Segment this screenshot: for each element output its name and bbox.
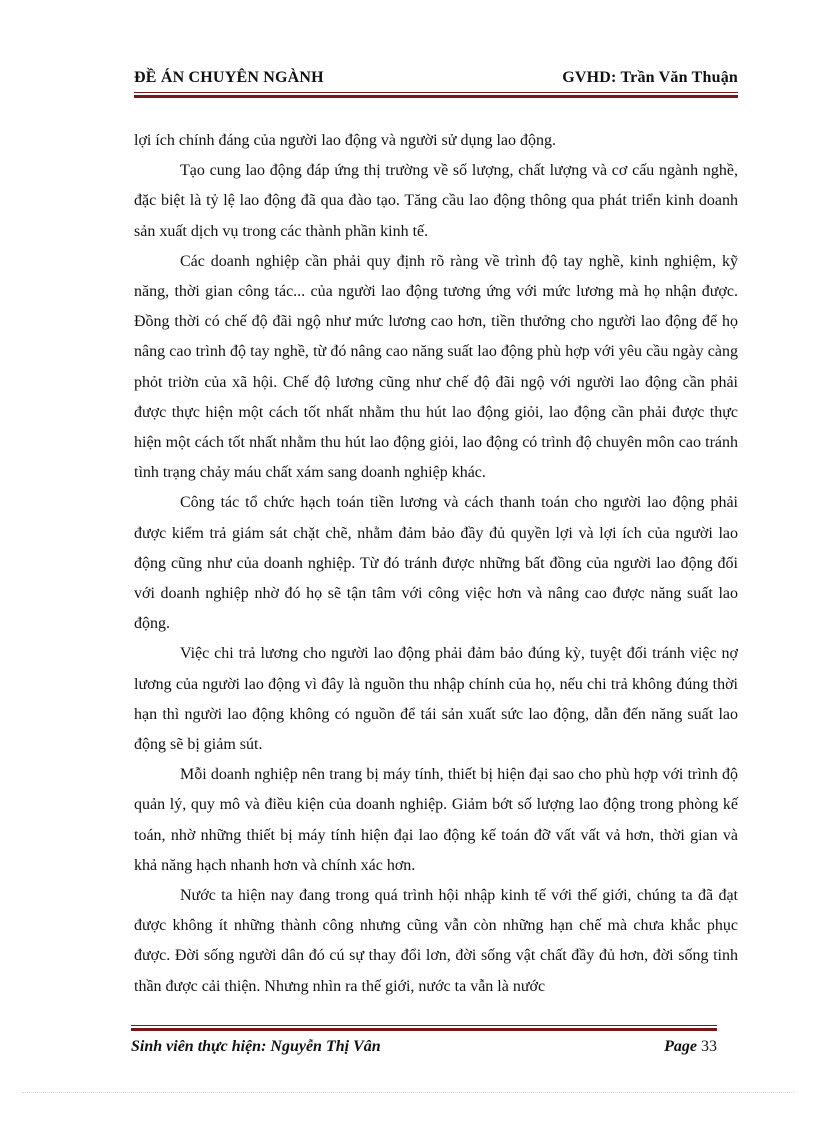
footer-rule-thick — [131, 1028, 717, 1031]
paragraph-2: Tạo cung lao động đáp ứng thị trường về số lượng, chất lượng và cơ cấu ngành nghề, đặc biệt là tỷ lệ lao động đã qua đào tạo. Tăng cầu lao động thông qua phát triển kinh doanh sản xuất dịch vụ trong các thành phần kinh tế. — [134, 162, 738, 240]
footer-rule — [131, 1025, 717, 1026]
header-rule — [134, 92, 738, 93]
header-rule-thick — [134, 95, 738, 98]
student-name: Sinh viên thực hiện: Nguyễn Thị Vân — [131, 1038, 381, 1055]
document-title: ĐỀ ÁN CHUYÊN NGÀNH — [134, 69, 324, 86]
paragraph-3: Các doanh nghiệp cần phải quy định rõ ràng về trình độ tay nghề, kinh nghiệm, kỹ năng, thời gian công tác... của người lao động tương ứng với mức lương mà họ nhận được. Đồng thời có chế độ đãi ngộ như mức lương cao hơn, tiền thưởng cho người lao động để họ nâng cao trình độ tay nghề, từ đó nâng cao năng suất lao động phù hợp với yêu cầu ngày càng phỏt triờn của xã hội. Chế độ lương cũng như chế độ đãi ngộ với người lao động cần phải được thực hiện một cách tốt nhất nhằm thu hút lao động giỏi, lao động cần phải được thực hiện một cách tốt nhất nhằm thu hút lao động giỏi, lao động có trình độ chuyên môn cao tránh tình trạng chảy máu chất xám sang doanh nghiệp khác. — [134, 252, 738, 482]
paragraph-1: lợi ích chính đáng của người lao động và người sử dụng lao động. — [134, 132, 556, 149]
page-header — [134, 64, 738, 96]
page-bottom-border — [22, 1092, 794, 1093]
paragraph-5: Việc chi trả lương cho người lao động phải đảm bảo đúng kỳ, tuyệt đối tránh việc nợ lương của người lao động vì đây là nguồn thu nhập chính của họ, nếu chi trả không đúng thời hạn thì người lao động không có nguồn để tái sản xuất sức lao động, dẫn đến năng suất lao động sẽ bị giảm sút. — [134, 645, 738, 754]
page-number: 33 — [701, 1038, 717, 1055]
page-footer — [131, 1025, 717, 1065]
body-text — [134, 126, 738, 1002]
paragraph-4: Công tác tổ chức hạch toán tiền lương và cách thanh toán cho người lao động phải được kiểm trả giám sát chặt chẽ, nhằm đảm bảo đầy đủ quyền lợi và lợi ích của người lao động cũng như của doanh nghiệp. Từ đó tránh được những bất đồng của người lao động đối với doanh nghiệp nhờ đó họ sẽ tận tâm với công việc hơn và nâng cao được năng suất lao động. — [134, 494, 738, 633]
advisor-name: GVHD: Trần Văn Thuận — [562, 69, 738, 86]
paragraph-6: Mỗi doanh nghiệp nên trang bị máy tính, thiết bị hiện đại sao cho phù hợp với trình độ quản lý, quy mô và điều kiện của doanh nghiệp. Giảm bớt số lượng lao động trong phòng kế toán, nhờ những thiết bị máy tính hiện đại lao động kế toán đỡ vất vất vả hơn, thời gian và khả năng hạch nhanh hơn và chính xác hơn. — [134, 766, 738, 874]
page-indicator — [664, 1038, 717, 1056]
paragraph-7: Nước ta hiện nay đang trong quá trình hội nhập kinh tế với thế giới, chúng ta đã đạt được không ít những thành công nhưng cũng vẫn còn những hạn chế mà chưa khắc phục được. Đời sống người dân đó cú sự thay đổi lơn, đời sống vật chất đầy đủ hơn, đời sống tinh thần được cải thiện. Nhưng nhìn ra thế giới, nước ta vẫn là nước — [134, 887, 738, 995]
page-label: Page — [664, 1038, 697, 1055]
